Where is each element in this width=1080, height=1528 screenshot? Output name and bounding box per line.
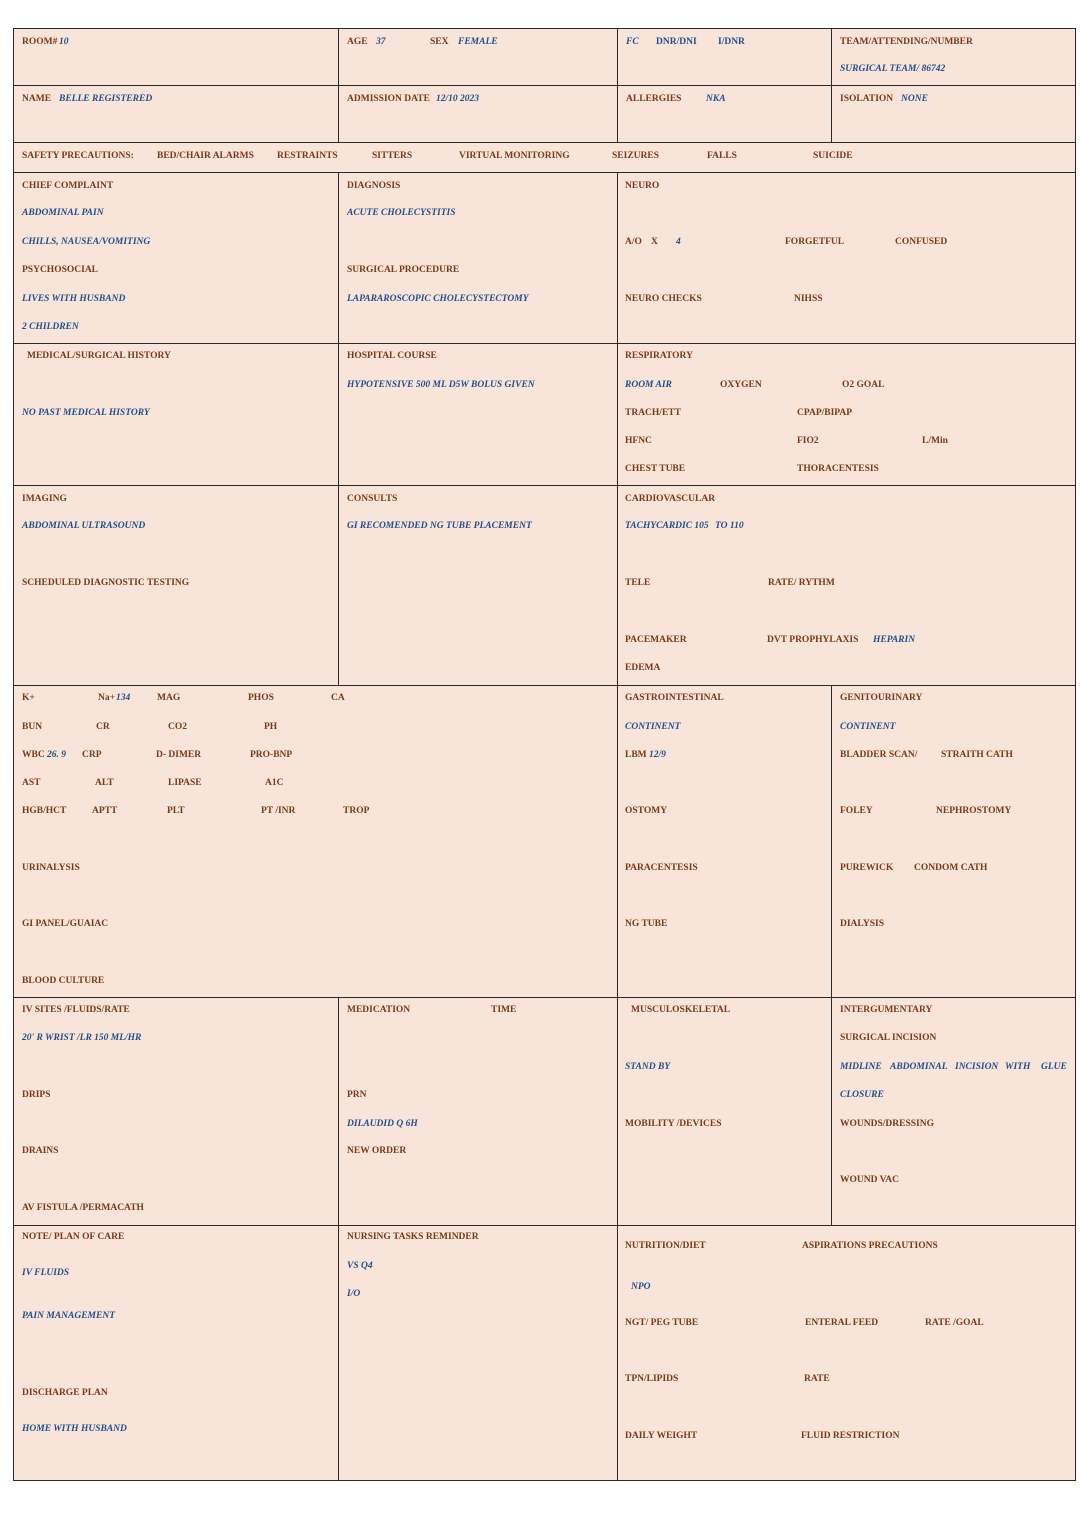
room-label: ROOM# bbox=[22, 37, 58, 47]
lab-k: K+ bbox=[22, 693, 35, 703]
iv-value: 20' R WRIST /LR 150 ML/HR bbox=[22, 1033, 142, 1043]
lab-pt-inr: PT /INR bbox=[261, 806, 296, 816]
pacemaker[interactable]: PACEMAKER bbox=[625, 635, 687, 645]
gu-value: CONTINENT bbox=[840, 722, 896, 732]
lab-crp: CRP bbox=[82, 750, 102, 760]
lab-hgb: HGB/HCT bbox=[22, 806, 67, 816]
nutrition-cell bbox=[617, 1225, 1076, 1481]
dialysis[interactable]: DIALYSIS bbox=[840, 919, 885, 929]
surgical-incision: SURGICAL INCISION bbox=[840, 1033, 937, 1043]
new-order: NEW ORDER bbox=[347, 1146, 407, 1156]
nihss[interactable]: NIHSS bbox=[794, 294, 823, 304]
confused[interactable]: CONFUSED bbox=[895, 237, 948, 247]
straith-cath[interactable]: STRAITH CATH bbox=[941, 750, 1013, 760]
incision-word-with: WITH bbox=[1005, 1062, 1031, 1072]
team-label: TEAM/ATTENDING/NUMBER bbox=[840, 37, 973, 47]
allergies-value: NKA bbox=[706, 94, 726, 104]
tpn-lipids[interactable]: TPN/LIPIDS bbox=[625, 1374, 679, 1384]
name-label: NAME bbox=[22, 94, 52, 104]
tasks-label: NURSING TASKS REMINDER bbox=[347, 1232, 479, 1242]
cardio-label: CARDIOVASCULAR bbox=[625, 494, 716, 504]
wound-vac: WOUND VAC bbox=[840, 1175, 900, 1185]
imaging-value: ABDOMINAL ULTRASOUND bbox=[22, 521, 146, 531]
psychosocial-line2: 2 CHILDREN bbox=[22, 322, 79, 332]
lab-ast: AST bbox=[22, 778, 41, 788]
med-cell bbox=[338, 997, 618, 1226]
neuro-label: NEURO bbox=[625, 181, 660, 191]
neuro-checks[interactable]: NEURO CHECKS bbox=[625, 294, 702, 304]
lab-a1c: A1C bbox=[265, 778, 284, 788]
med-time: TIME bbox=[491, 1005, 517, 1015]
gi-value: CONTINENT bbox=[625, 722, 681, 732]
lab-co2: CO2 bbox=[168, 722, 187, 732]
safety-seizures[interactable]: SEIZURES bbox=[612, 151, 659, 161]
lab-cr: CR bbox=[96, 722, 110, 732]
safety-restraints[interactable]: RESTRAINTS bbox=[277, 151, 338, 161]
diagnosis-value: ACUTE CHOLECYSTITIS bbox=[347, 208, 456, 218]
ao-value: 4 bbox=[676, 237, 681, 247]
lab-ph: PH bbox=[264, 722, 278, 732]
cardio-cell bbox=[617, 485, 1076, 686]
consults-label: CONSULTS bbox=[347, 494, 398, 504]
blood-culture: BLOOD CULTURE bbox=[22, 976, 105, 986]
diagnosis-cell bbox=[338, 172, 618, 344]
incision-word-midline: MIDLINE bbox=[840, 1062, 882, 1072]
lbm-value: 12/9 bbox=[649, 750, 666, 760]
scheduled-testing: SCHEDULED DIAGNOSTIC TESTING bbox=[22, 578, 190, 588]
course-label: HOSPITAL COURSE bbox=[347, 351, 437, 361]
enteral-feed[interactable]: ENTERAL FEED bbox=[805, 1318, 879, 1328]
hfnc[interactable]: HFNC bbox=[625, 436, 652, 446]
rate-rhythm[interactable]: RATE/ RYTHM bbox=[768, 578, 835, 588]
gi-panel: GI PANEL/GUAIAC bbox=[22, 919, 109, 929]
condom-cath[interactable]: CONDOM CATH bbox=[914, 863, 988, 873]
psychosocial-label: PSYCHOSOCIAL bbox=[22, 265, 99, 275]
edema[interactable]: EDEMA bbox=[625, 663, 661, 673]
fluid-restriction[interactable]: FLUID RESTRICTION bbox=[801, 1431, 900, 1441]
chest-tube[interactable]: CHEST TUBE bbox=[625, 464, 686, 474]
oxygen[interactable]: OXYGEN bbox=[720, 380, 762, 390]
lab-aptt: APTT bbox=[92, 806, 118, 816]
complaint-line2: CHILLS, NAUSEA/VOMITING bbox=[22, 237, 151, 247]
bladder-scan[interactable]: BLADDER SCAN/ bbox=[840, 750, 918, 760]
note-line1: IV FLUIDS bbox=[22, 1268, 70, 1278]
prn-label: PRN bbox=[347, 1090, 367, 1100]
daily-weight[interactable]: DAILY WEIGHT bbox=[625, 1431, 698, 1441]
discharge-value: HOME WITH HUSBAND bbox=[22, 1424, 127, 1434]
lab-lipase: LIPASE bbox=[168, 778, 202, 788]
diagnosis-label: DIAGNOSIS bbox=[347, 181, 401, 191]
ao-x: X bbox=[651, 237, 658, 247]
prn-value: DILAUDID Q 6H bbox=[347, 1119, 418, 1129]
room-value: 10 bbox=[59, 37, 69, 47]
incision-word-abdominal: ABDOMINAL bbox=[890, 1062, 948, 1072]
lab-na: Na+ bbox=[98, 693, 116, 703]
complaint-line1: ABDOMINAL PAIN bbox=[22, 208, 104, 218]
aspiration-precautions[interactable]: ASPIRATIONS PRECAUTIONS bbox=[802, 1241, 938, 1251]
purewick[interactable]: PUREWICK bbox=[840, 863, 894, 873]
msk-value: STAND BY bbox=[625, 1062, 671, 1072]
lab-na-value: 134 bbox=[116, 693, 131, 703]
procedure-value: LAPARAROSCOPIC CHOLECYSTECTOMY bbox=[347, 294, 529, 304]
iv-label: IV SITES /FLUIDS/RATE bbox=[22, 1005, 130, 1015]
isolation-label: ISOLATION bbox=[840, 94, 894, 104]
incision-word-incision: INCISION bbox=[955, 1062, 999, 1072]
fio2[interactable]: FIO2 bbox=[797, 436, 819, 446]
lbm-label: LBM bbox=[625, 750, 647, 760]
note-label: NOTE/ PLAN OF CARE bbox=[22, 1232, 125, 1242]
ostomy[interactable]: OSTOMY bbox=[625, 806, 668, 816]
med-label: MEDICATION bbox=[347, 1005, 411, 1015]
dvt-prophylaxis: DVT PROPHYLAXIS bbox=[767, 635, 859, 645]
incision-word-closure: CLOSURE bbox=[840, 1090, 884, 1100]
history-value: NO PAST MEDICAL HISTORY bbox=[22, 408, 150, 418]
rate-goal[interactable]: RATE /GOAL bbox=[925, 1318, 984, 1328]
fc-option-i-dnr[interactable]: I/DNR bbox=[718, 37, 745, 47]
safety-sitters[interactable]: SITTERS bbox=[372, 151, 413, 161]
course-cell bbox=[338, 343, 618, 486]
resp-label: RESPIRATORY bbox=[625, 351, 693, 361]
note-line2: PAIN MANAGEMENT bbox=[22, 1311, 115, 1321]
psychosocial-line1: LIVES WITH HUSBAND bbox=[22, 294, 126, 304]
imaging-label: IMAGING bbox=[22, 494, 67, 504]
msk-cell bbox=[617, 997, 832, 1226]
safety-falls[interactable]: FALLS bbox=[707, 151, 737, 161]
procedure-label: SURGICAL PROCEDURE bbox=[347, 265, 460, 275]
isolation-value: NONE bbox=[901, 94, 928, 104]
cardio-value1: TACHYCARDIC 105 bbox=[625, 521, 709, 531]
ao-label: A/O bbox=[625, 237, 642, 247]
room-air: ROOM AIR bbox=[625, 380, 672, 390]
fc-option-dnr-dni[interactable]: DNR/DNI bbox=[656, 37, 697, 47]
thoracentesis[interactable]: THORACENTESIS bbox=[797, 464, 879, 474]
course-value: HYPOTENSIVE 500 ML D5W BOLUS GIVEN bbox=[347, 380, 535, 390]
urinalysis: URINALYSIS bbox=[22, 863, 80, 873]
safety-bed-alarms[interactable]: BED/CHAIR ALARMS bbox=[157, 151, 254, 161]
sex-label: SEX bbox=[430, 37, 449, 47]
lab-alt: ALT bbox=[95, 778, 114, 788]
drains: DRAINS bbox=[22, 1146, 59, 1156]
l-min[interactable]: L/Min bbox=[922, 436, 948, 446]
o2-goal[interactable]: O2 GOAL bbox=[842, 380, 885, 390]
neuro-cell bbox=[617, 172, 1076, 344]
name-value: BELLE REGISTERED bbox=[59, 94, 153, 104]
lab-wbc-value: 26. 9 bbox=[47, 750, 66, 760]
lab-mag: MAG bbox=[157, 693, 181, 703]
age-label: AGE bbox=[347, 37, 368, 47]
cardio-value2: TO 110 bbox=[715, 521, 744, 531]
safety-virtual-monitoring[interactable]: VIRTUAL MONITORING bbox=[459, 151, 570, 161]
history-label: MEDICAL/SURGICAL HISTORY bbox=[27, 351, 171, 361]
wounds-dressing: WOUNDS/DRESSING bbox=[840, 1119, 934, 1129]
tasks-cell bbox=[338, 1225, 618, 1481]
av-fistula: AV FISTULA /PERMACATH bbox=[22, 1203, 144, 1213]
gi-label: GASTROINTESTINAL bbox=[625, 693, 724, 703]
discharge-label: DISCHARGE PLAN bbox=[22, 1388, 108, 1398]
gu-label: GENITOURINARY bbox=[840, 693, 923, 703]
safety-label: SAFETY PRECAUTIONS: bbox=[22, 151, 134, 161]
forgetful[interactable]: FORGETFUL bbox=[785, 237, 845, 247]
lab-trop: TROP bbox=[343, 806, 370, 816]
ng-tube[interactable]: NG TUBE bbox=[625, 919, 668, 929]
allergies-label: ALLERGIES bbox=[626, 94, 682, 104]
integ-label: INTERGUMENTARY bbox=[840, 1005, 933, 1015]
safety-suicide[interactable]: SUICIDE bbox=[813, 151, 853, 161]
complaint-label: CHIEF COMPLAINT bbox=[22, 181, 114, 191]
lab-phos: PHOS bbox=[248, 693, 274, 703]
lab-ca: CA bbox=[331, 693, 345, 703]
age-value: 37 bbox=[376, 37, 386, 47]
note-cell bbox=[13, 1225, 339, 1481]
admission-label: ADMISSION DATE bbox=[347, 94, 430, 104]
nephrostomy[interactable]: NEPHROSTOMY bbox=[936, 806, 1012, 816]
team-value: SURGICAL TEAM/ 86742 bbox=[840, 64, 946, 74]
msk-label: MUSCULOSKELETAL bbox=[631, 1005, 731, 1015]
cpap-bipap[interactable]: CPAP/BIPAP bbox=[797, 408, 853, 418]
tasks-line1: VS Q4 bbox=[347, 1261, 373, 1271]
paracentesis[interactable]: PARACENTESIS bbox=[625, 863, 698, 873]
consults-cell bbox=[338, 485, 618, 686]
trach-ett[interactable]: TRACH/ETT bbox=[625, 408, 681, 418]
tele[interactable]: TELE bbox=[625, 578, 651, 588]
lab-ddimer: D- DIMER bbox=[156, 750, 202, 760]
lab-probnp: PRO-BNP bbox=[250, 750, 293, 760]
admission-value: 12/10 2023 bbox=[436, 94, 480, 104]
lab-bun: BUN bbox=[22, 722, 43, 732]
lab-wbc: WBC bbox=[22, 750, 45, 760]
consults-value: GI RECOMENDED NG TUBE PLACEMENT bbox=[347, 521, 532, 531]
tasks-line2: I/O bbox=[347, 1289, 361, 1299]
ngt-peg-tube[interactable]: NGT/ PEG TUBE bbox=[625, 1318, 699, 1328]
complaint-cell bbox=[13, 172, 339, 344]
sex-value: FEMALE bbox=[458, 37, 498, 47]
mobility-devices: MOBILITY /DEVICES bbox=[625, 1119, 722, 1129]
dvt-value: HEPARIN bbox=[873, 635, 916, 645]
drips: DRIPS bbox=[22, 1090, 51, 1100]
tpn-rate[interactable]: RATE bbox=[804, 1374, 830, 1384]
nutrition-value: NPO bbox=[631, 1282, 651, 1292]
fc-label: FC bbox=[626, 37, 639, 47]
foley[interactable]: FOLEY bbox=[840, 806, 873, 816]
incision-word-glue: GLUE bbox=[1041, 1062, 1067, 1072]
lab-plt: PLT bbox=[167, 806, 185, 816]
nutrition-label: NUTRITION/DIET bbox=[625, 1241, 706, 1251]
